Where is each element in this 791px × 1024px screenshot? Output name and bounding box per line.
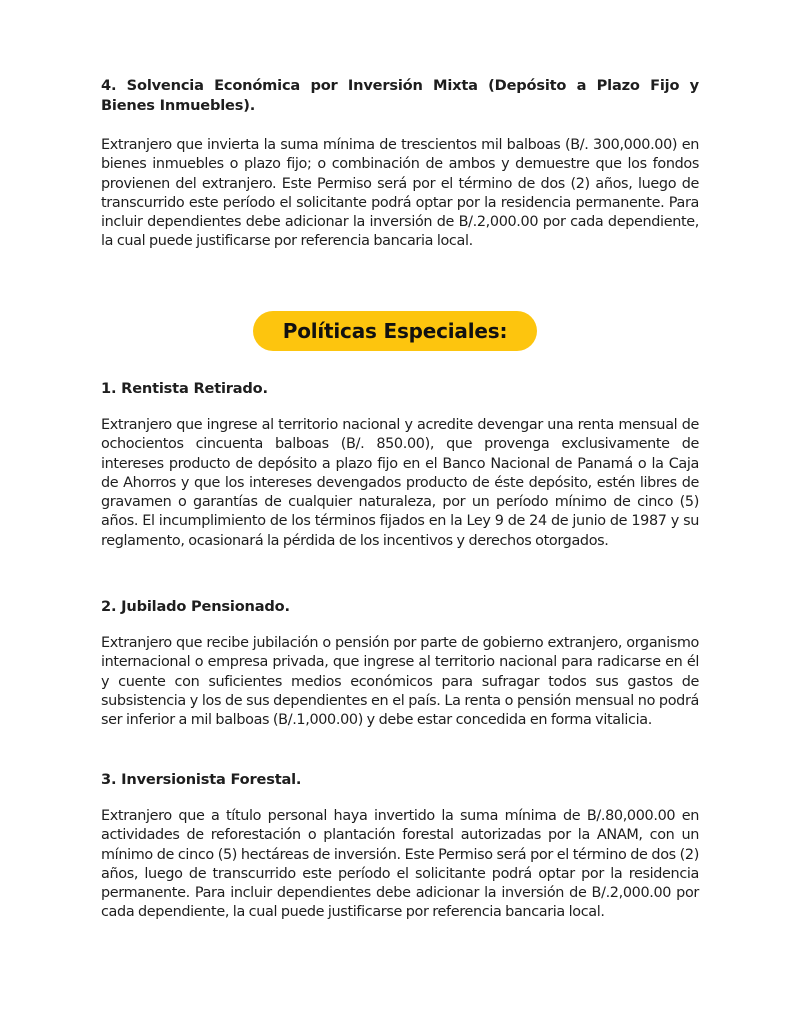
- special-policies-banner: [253, 311, 537, 351]
- policy-title-jubilado: 2. Jubilado Pensionado.: [101, 598, 290, 615]
- policy-body-forestal: Extranjero que a título personal haya invertido la suma mínima de B/.80,000.00 en actividades de reforestación o plantación forestal autorizadas por la ANAM, con un mínimo de cinco (5) hectáreas de inversión. Este Permiso será por el término de dos (2) años, luego de transcurrido este período el solicitante podrá optar por la residencia permanente. Para incluir dependientes debe adicionar la inversión de B/.2,000.00 por cada dependiente, la cual puede justificarse por referencia bancaria local.: [101, 808, 699, 921]
- policy-title-rentista: 1. Rentista Retirado.: [101, 380, 268, 397]
- special-policies-heading: Políticas Especiales:: [253, 311, 537, 351]
- policy-body-jubilado: Extranjero que recibe jubilación o pensión por parte de gobierno extranjero, organismo internacional o empresa privada, que ingrese al territorio nacional para radicarse en él y cuente con suficientes medios económicos para sufragar todos sus gastos de subsistencia y los de sus dependientes en el país. La renta o pensión mensual no podrá ser inferior a mil balboas (B/.1,000.00) y debe estar concedida en forma vitalicia.: [101, 635, 699, 729]
- section-title-mixed-investment: 4. Solvencia Económica por Inversión Mixta (Depósito a Plazo Fijo y Bienes Inmuebles).: [101, 77, 699, 114]
- section-body-mixed-investment: Extranjero que invierta la suma mínima de trescientos mil balboas (B/. 300,000.00) en bienes inmuebles o plazo fijo; o combinación de ambos y demuestre que los fondos provienen del extranjero. Este Permiso será por el término de dos (2) años, luego de transcurrido este período el solicitante podrá optar por la residencia permanente. Para incluir dependientes debe adicionar la inversión de B/.2,000.00 por cada dependiente, la cual puede justificarse por referencia bancaria local.: [101, 137, 699, 250]
- policy-body-rentista: Extranjero que ingrese al territorio nacional y acredite devengar una renta mensual de ochocientos cincuenta balboas (B/. 850.00), que provenga exclusivamente de intereses producto de depósito a plazo fijo en el Banco Nacional de Panamá o la Caja de Ahorros y que los intereses devengados producto de éste depósito, estén libres de gravamen o garantías de cualquier naturaleza, por un período mínimo de cinco (5) años. El incumplimiento de los términos fijados en la Ley 9 de 24 de junio de 1987 y su reglamento, ocasionará la pérdida de los incentivos y derechos otorgados.: [101, 417, 699, 549]
- policy-title-forestal: 3. Inversionista Forestal.: [101, 771, 302, 788]
